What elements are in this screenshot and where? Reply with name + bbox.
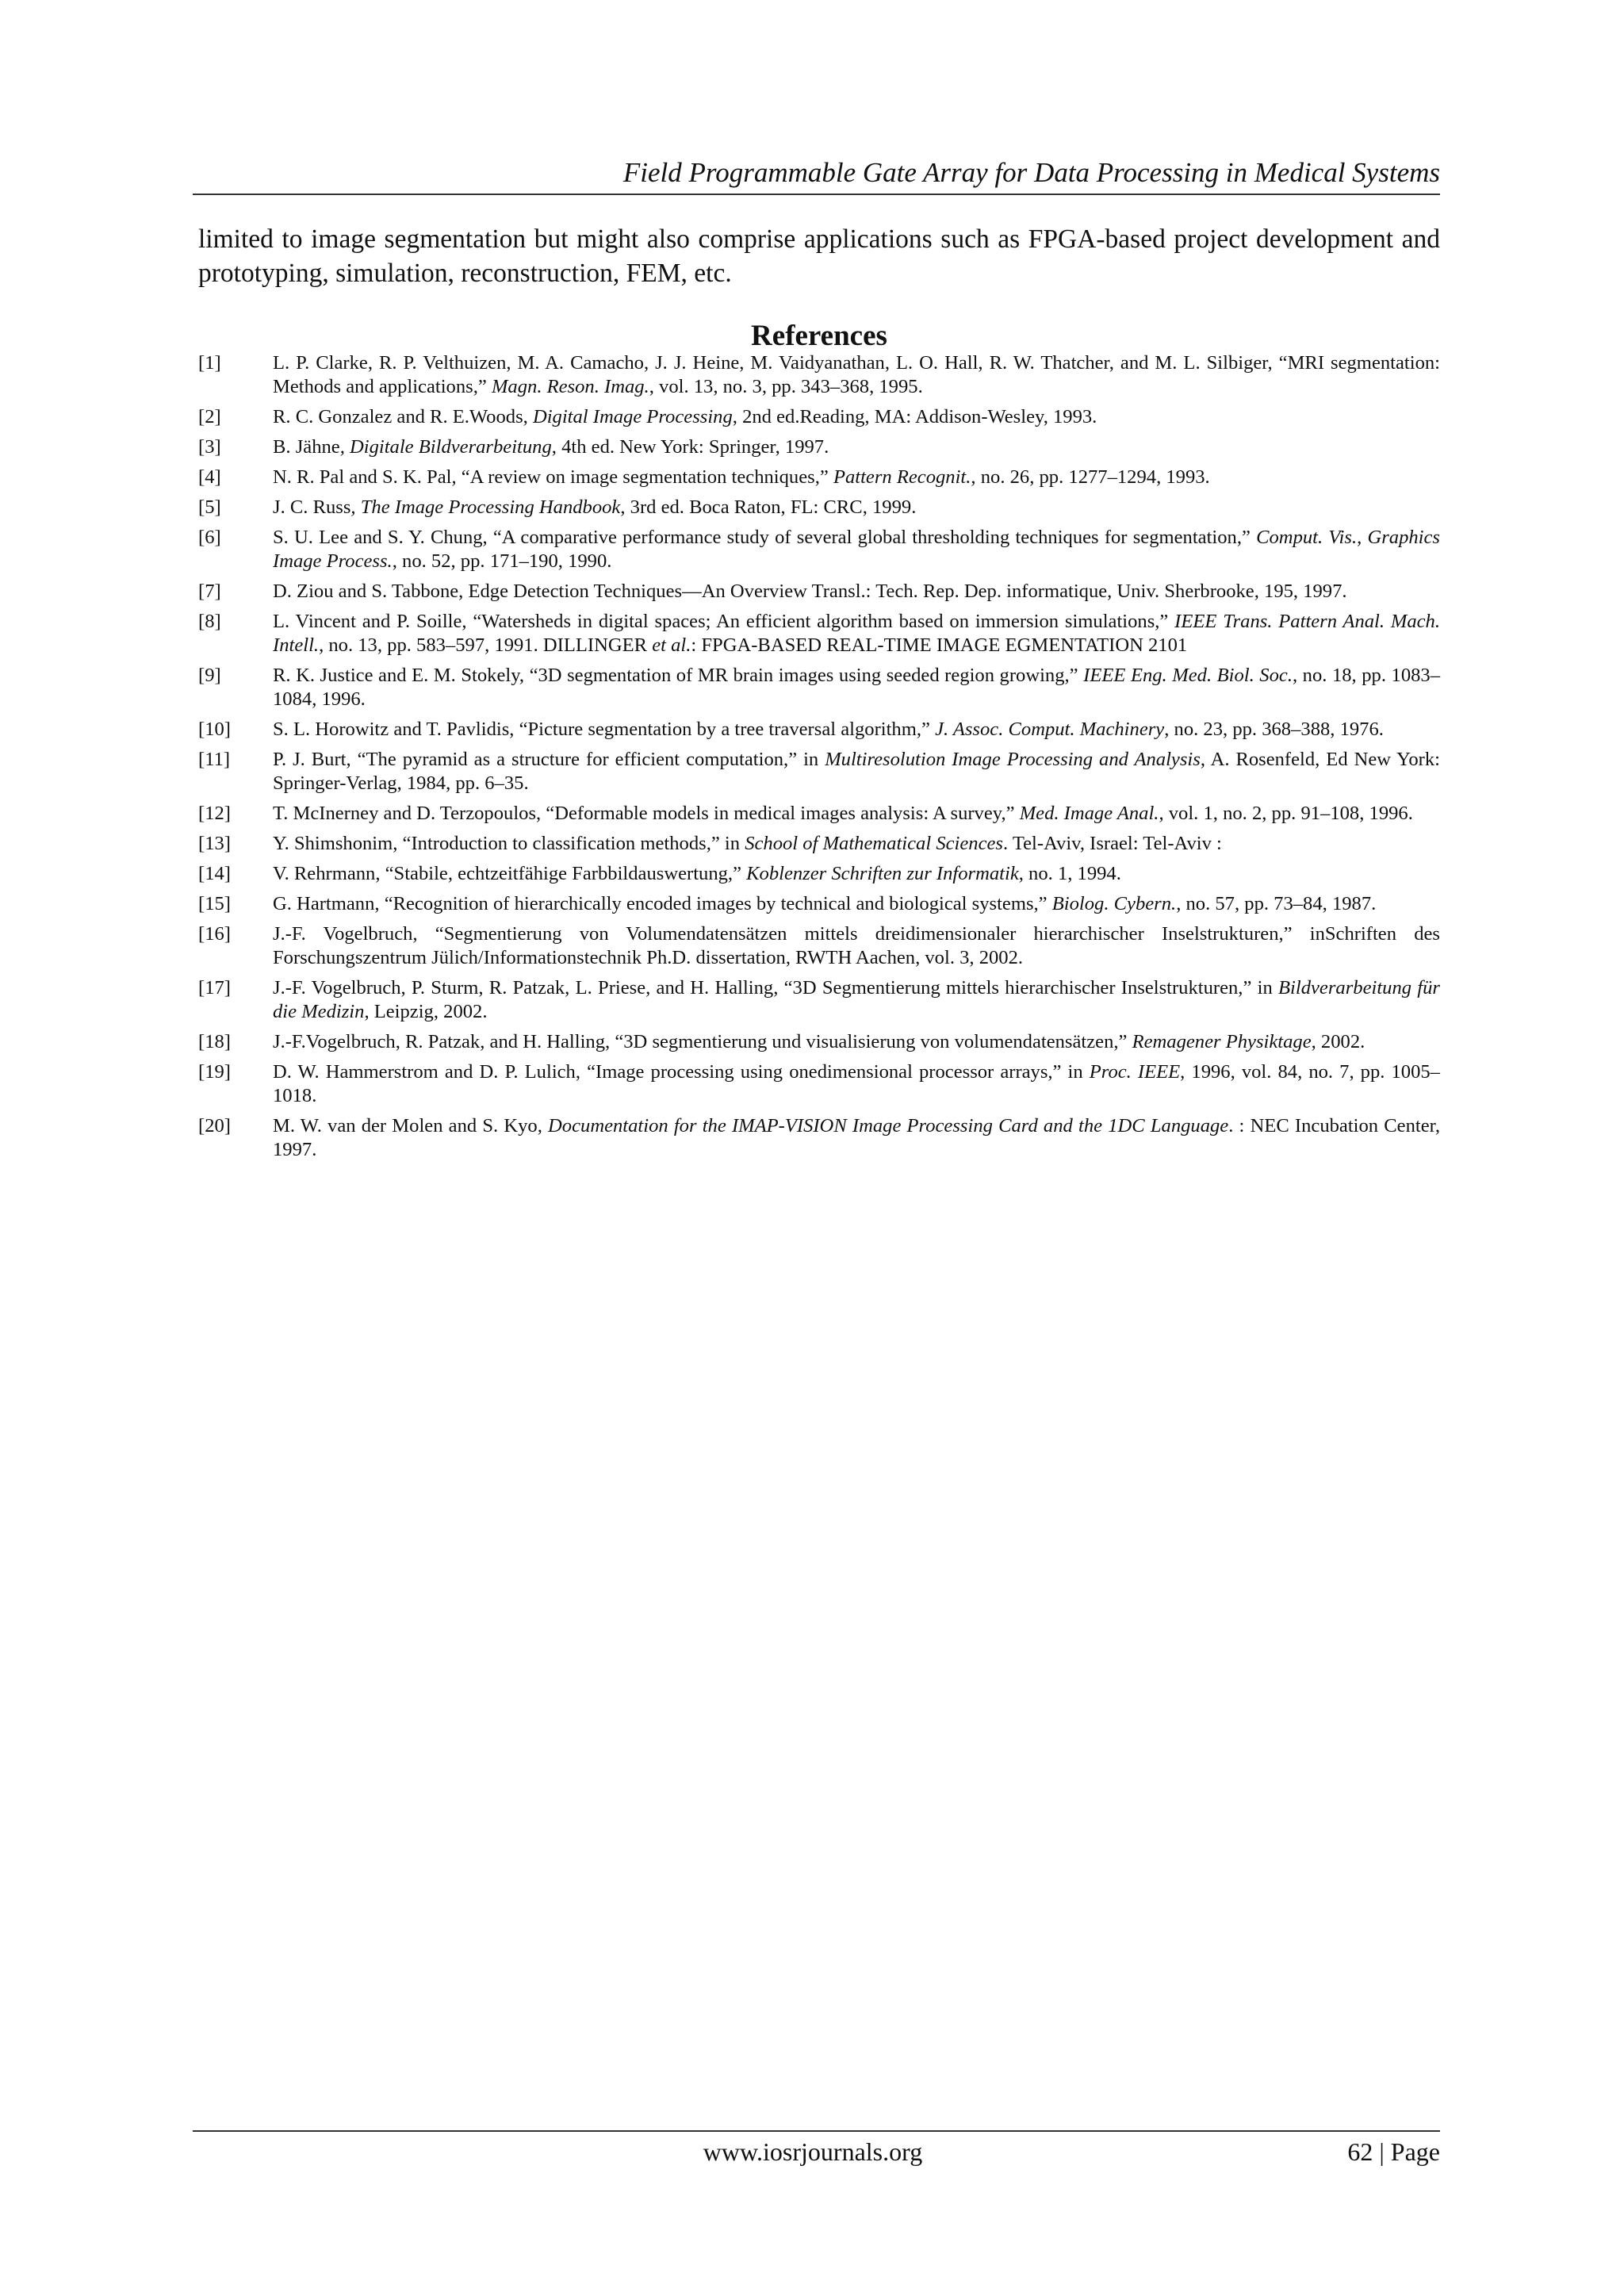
reference-item	[198, 922, 1440, 970]
references-heading: References	[751, 320, 887, 352]
reference-item	[198, 351, 1440, 399]
reference-item	[198, 832, 1440, 856]
footer-page-number: 62 | Page	[1347, 2137, 1440, 2166]
references-list	[198, 351, 1440, 1168]
reference-segment: V. Rehrmann, “Stabile, echtzeitfähige Farbbildauswertung,”	[273, 863, 747, 884]
reference-segment: S. U. Lee and S. Y. Chung, “A comparative performance study of several global thresholding techniques for segmentation,”	[273, 527, 1257, 548]
reference-number: [11]	[198, 749, 231, 770]
reference-italic-segment: , Digitale Bildverarbeitung	[339, 436, 552, 458]
reference-segment: D. W. Hammerstrom and D. P. Lulich, “Image processing using onedimensional processor arrays,” in	[273, 1061, 1090, 1083]
reference-segment: : FPGA-BASED REAL-TIME IMAGE EGMENTATION 2101	[691, 634, 1188, 656]
reference-item	[198, 526, 1440, 573]
reference-item	[198, 405, 1440, 429]
reference-text	[273, 832, 1440, 856]
reference-text	[273, 892, 1440, 916]
reference-text	[273, 922, 1440, 970]
reference-segment: , no. 1, 1994.	[1018, 863, 1121, 884]
reference-text	[273, 435, 1440, 459]
reference-segment: R. C. Gonzalez and R. E.Woods,	[273, 406, 533, 427]
reference-segment: , A. Rosenfeld, Ed New York: Springer-Verlag, 1984, pp. 6–35.	[273, 749, 1440, 794]
reference-text	[273, 526, 1440, 573]
reference-segment: J.-F. Vogelbruch, “Segmentierung von Volumendatensätzen mittels dreidimensionaler hierarchischer Inselstrukturen,” inSchriften des Forschungszentrum Jülich/Informationstechnik Ph.D. dissertation, RWTH Aachen, vol. 3, 2002.	[273, 923, 1440, 968]
reference-text	[273, 466, 1440, 489]
reference-italic-segment: J. Assoc. Comput. Machinery	[935, 719, 1165, 740]
reference-item	[198, 976, 1440, 1024]
reference-segment: P. J. Burt, “The pyramid as a structure for efficient computation,” in	[273, 749, 825, 770]
footer-rule	[193, 2130, 1440, 2132]
reference-text	[273, 1114, 1440, 1162]
reference-segment: R. K. Justice and E. M. Stokely, “3D segmentation of MR brain images using seeded region growing,”	[273, 665, 1084, 686]
reference-italic-segment: School of Mathematical Sciences	[745, 833, 1003, 854]
reference-segment: , no. 23, pp. 368–388, 1976.	[1164, 719, 1384, 740]
reference-segment: , 4th ed. New York: Springer, 1997.	[551, 436, 829, 458]
reference-segment: , vol. 13, no. 3, pp. 343–368, 1995.	[649, 376, 923, 397]
reference-item	[198, 610, 1440, 657]
reference-segment: , Leipzig, 2002.	[364, 1001, 488, 1022]
reference-item	[198, 466, 1440, 489]
reference-number: [15]	[198, 893, 231, 914]
running-header: Field Programmable Gate Array for Data Processing in Medical Systems	[622, 157, 1440, 188]
intro-paragraph: limited to image segmentation but might also comprise applications such as FPGA-based project development and prototyping, simulation, reconstruction, FEM, etc.	[198, 224, 1440, 288]
reference-number: [8]	[198, 611, 221, 632]
reference-number: [19]	[198, 1061, 231, 1083]
reference-number: [9]	[198, 665, 221, 686]
reference-item	[198, 664, 1440, 711]
reference-text	[273, 1060, 1440, 1108]
reference-segment: . : NEC Incubation Center, 1997.	[273, 1115, 1440, 1160]
reference-segment: , no. 18, pp. 1083–1084, 1996.	[273, 665, 1441, 710]
reference-segment: , 2002.	[1311, 1031, 1365, 1052]
reference-italic-segment: Multiresolution Image Processing and Analysis	[825, 749, 1201, 770]
reference-segment: , no. 57, pp. 73–84, 1987.	[1176, 893, 1377, 914]
reference-number: [1]	[198, 352, 221, 374]
reference-italic-segment: Koblenzer Schriften zur Informatik	[746, 863, 1019, 884]
reference-number: [4]	[198, 466, 221, 488]
reference-text	[273, 351, 1440, 399]
footer-url[interactable]: www.iosrjournals.org	[703, 2137, 923, 2166]
reference-text	[273, 610, 1440, 657]
reference-segment: Y. Shimshonim, “Introduction to classification methods,” in	[273, 833, 745, 854]
reference-segment: T. McInerney and D. Terzopoulos, “Deformable models in medical images analysis: A survey,”	[273, 803, 1020, 824]
reference-item	[198, 748, 1440, 795]
reference-item	[198, 1060, 1440, 1108]
reference-item	[198, 862, 1440, 886]
reference-italic-segment: et al.	[652, 634, 691, 656]
reference-text	[273, 718, 1440, 742]
reference-segment: S. L. Horowitz and T. Pavlidis, “Picture segmentation by a tree traversal algorithm,”	[273, 719, 936, 740]
reference-text	[273, 496, 1440, 519]
reference-text	[273, 664, 1440, 711]
reference-italic-segment: , The Image Processing Handbook	[350, 496, 621, 518]
reference-italic-segment: Comput. Vis., Graphics Image Process.	[273, 527, 1440, 572]
reference-text	[273, 580, 1440, 604]
reference-segment: , no. 13, pp. 583–597, 1991. DILLINGER	[319, 634, 653, 656]
reference-italic-segment: Med. Image Anal.	[1019, 803, 1159, 824]
reference-segment: L. Vincent and P. Soille, “Watersheds in digital spaces; An efficient algorithm based on immersion simulations,”	[273, 611, 1175, 632]
reference-segment: M. W. van der Molen and S. Kyo	[273, 1115, 538, 1137]
reference-item	[198, 580, 1440, 604]
reference-number: [12]	[198, 803, 231, 824]
reference-segment: N. R. Pal and S. K. Pal, “A review on image segmentation techniques,”	[273, 466, 833, 488]
reference-segment: L. P. Clarke, R. P. Velthuizen, M. A. Camacho, J. J. Heine, M. Vaidyanathan, L. O. Hall, R. W. Thatcher, and M. L. Silbiger, “MRI segmentation: Methods and applications,”	[273, 352, 1440, 397]
reference-segment: , 3rd ed. Boca Raton, FL: CRC, 1999.	[620, 496, 917, 518]
reference-segment: . Tel-Aviv, Israel: Tel-Aviv :	[1002, 833, 1222, 854]
reference-item	[198, 435, 1440, 459]
header-rule	[193, 194, 1440, 195]
reference-number: [17]	[198, 977, 231, 999]
reference-italic-segment: Digital Image Processing	[532, 406, 733, 427]
reference-item	[198, 718, 1440, 742]
reference-number: [7]	[198, 581, 221, 602]
reference-segment: D. Ziou and S. Tabbone, Edge Detection Techniques—An Overview Transl.: Tech. Rep. Dep. informatique, Univ. Sherbrooke, 195, 1997.	[273, 581, 1347, 602]
reference-italic-segment: Biolog. Cybern.	[1051, 893, 1177, 914]
reference-number: [3]	[198, 436, 221, 458]
reference-text	[273, 862, 1440, 886]
reference-number: [5]	[198, 496, 221, 518]
reference-italic-segment: Pattern Recognit.	[833, 466, 971, 488]
reference-item	[198, 496, 1440, 519]
reference-item	[198, 892, 1440, 916]
reference-number: [18]	[198, 1031, 231, 1052]
reference-number: [20]	[198, 1115, 231, 1137]
reference-item	[198, 802, 1440, 826]
reference-text	[273, 748, 1440, 795]
reference-segment: J.-F.Vogelbruch, R. Patzak, and H. Halling, “3D segmentierung und visualisierung von volumendatensätzen,”	[273, 1031, 1132, 1052]
reference-italic-segment: Bildverarbeitung für die Medizin	[273, 977, 1441, 1022]
reference-segment: , 1996, vol. 84, no. 7, pp. 1005–1018.	[273, 1061, 1440, 1106]
reference-text	[273, 976, 1440, 1024]
reference-segment: , no. 26, pp. 1277–1294, 1993.	[971, 466, 1210, 488]
reference-text	[273, 802, 1440, 826]
reference-number: [6]	[198, 527, 221, 548]
reference-italic-segment: IEEE Trans. Pattern Anal. Mach. Intell.	[273, 611, 1441, 656]
reference-segment: J. C. Russ	[273, 496, 351, 518]
reference-italic-segment: Proc. IEEE	[1089, 1061, 1181, 1083]
reference-segment: G. Hartmann, “Recognition of hierarchically encoded images by technical and biological systems,”	[273, 893, 1052, 914]
reference-italic-segment: Remagener Physiktage	[1132, 1031, 1312, 1052]
reference-number: [10]	[198, 719, 231, 740]
reference-segment: J.-F. Vogelbruch, P. Sturm, R. Patzak, L. Priese, and H. Halling, “3D Segmentierung mittels hierarchischer Inselstrukturen,” in	[273, 977, 1279, 999]
reference-number: [13]	[198, 833, 231, 854]
reference-text	[273, 1030, 1440, 1054]
reference-segment: , vol. 1, no. 2, pp. 91–108, 1996.	[1159, 803, 1413, 824]
reference-number: [2]	[198, 406, 221, 427]
reference-italic-segment: , Documentation for the IMAP-VISION Image Processing Card and the 1DC Language	[537, 1115, 1229, 1137]
reference-text	[273, 405, 1440, 429]
reference-number: [14]	[198, 863, 231, 884]
reference-number: [16]	[198, 923, 231, 945]
reference-italic-segment: IEEE Eng. Med. Biol. Soc.	[1083, 665, 1293, 686]
reference-segment: , 2nd ed.Reading, MA: Addison-Wesley, 1993.	[732, 406, 1097, 427]
reference-item	[198, 1114, 1440, 1162]
reference-italic-segment: Magn. Reson. Imag.	[491, 376, 649, 397]
reference-item	[198, 1030, 1440, 1054]
reference-segment: B. Jähne	[273, 436, 340, 458]
reference-segment: , no. 52, pp. 171–190, 1990.	[392, 550, 612, 572]
